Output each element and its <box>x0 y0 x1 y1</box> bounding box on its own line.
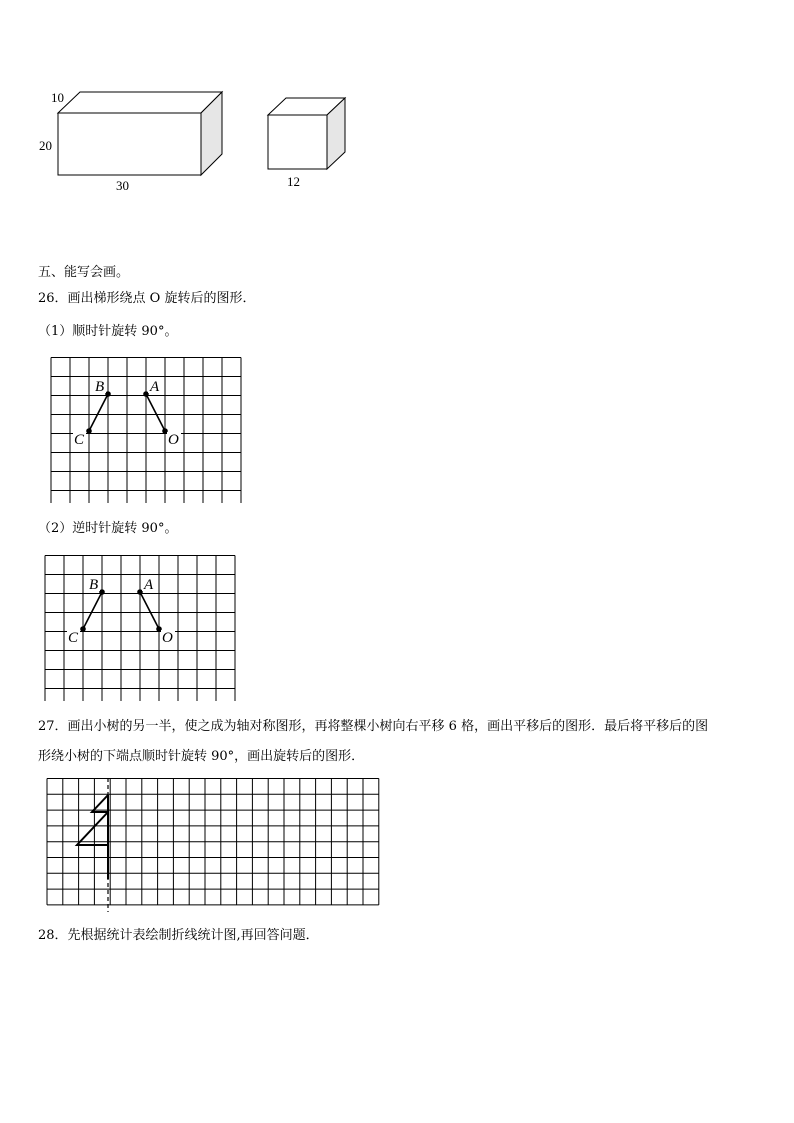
q26-prompt: 26．画出梯形绕点 O 旋转后的图形． <box>38 291 256 306</box>
q27-line2: 形绕小树的下端点顺时针旋转 90°，画出旋转后的图形． <box>38 749 365 764</box>
cube-edge-label: 12 <box>287 174 300 189</box>
grid-q27-tree <box>46 778 382 914</box>
point-label-c: C <box>74 432 85 448</box>
q26-part2: （2）逆时针旋转 90°。 <box>38 521 178 536</box>
q27-line1: 27．画出小树的另一半，使之成为轴对称图形，再将整棵小树向右平移 6 格，画出平移后的图形．最后将平移后的图 <box>38 719 709 734</box>
cuboid-length-label: 30 <box>116 178 129 193</box>
grid-q26-2 <box>44 555 238 701</box>
cube <box>268 98 345 169</box>
grid-lines <box>47 779 379 905</box>
point-label-c: C <box>68 630 79 646</box>
cuboid-depth-label: 10 <box>51 90 64 105</box>
q26-part1: （1）顺时针旋转 90°。 <box>38 324 178 339</box>
grid-q26-1 <box>50 357 244 503</box>
point-label-o: O <box>168 432 179 448</box>
point-label-o: O <box>162 630 173 646</box>
q28-prompt: 28．先根据统计表绘制折线统计图,再回答问题． <box>38 928 319 943</box>
point-label-b: B <box>95 379 105 395</box>
cuboid-height-label: 20 <box>39 138 52 153</box>
point-label-a: A <box>150 379 160 395</box>
point-label-a: A <box>144 577 154 593</box>
cuboid <box>58 92 222 175</box>
grid-lines <box>45 556 235 702</box>
section-title: 五、能写会画。 <box>38 265 130 280</box>
solids-figure <box>30 85 360 195</box>
grid-lines <box>51 358 241 504</box>
half-tree <box>77 795 108 879</box>
point-label-b: B <box>89 577 99 593</box>
